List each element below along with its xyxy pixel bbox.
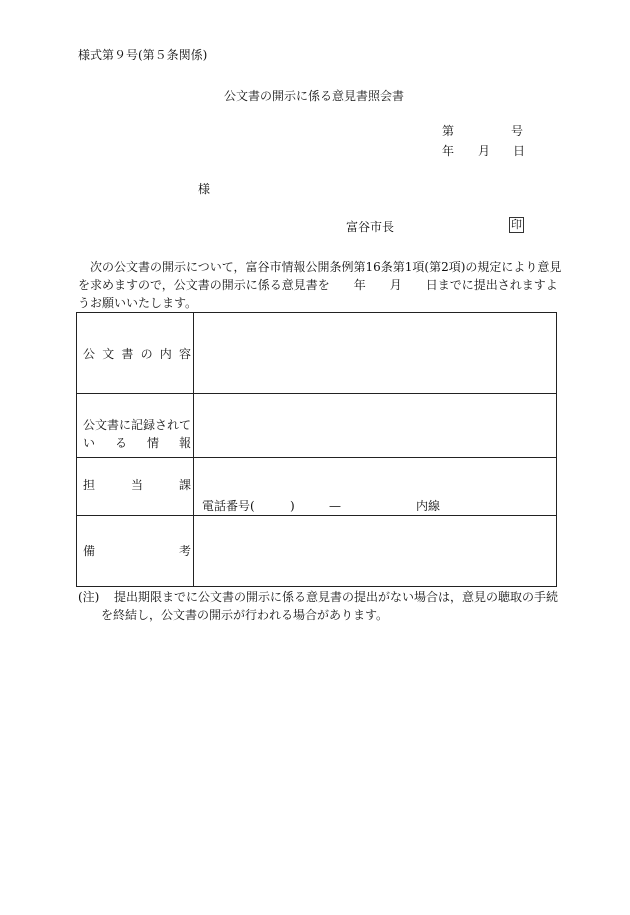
document-title: 公文書の開示に係る意見書照会書 xyxy=(224,89,405,103)
table-row-remarks xyxy=(77,516,556,587)
label-cell xyxy=(77,313,194,393)
table-row-recorded-information xyxy=(77,394,556,458)
addressee-honorific: 様 xyxy=(198,182,211,196)
body-text-line-2: を求めますので，公文書の開示に係る意見書を 年 月 日までに提出されますよ xyxy=(78,278,558,292)
label-cell xyxy=(77,516,194,587)
body-text-line-1: 次の公文書の開示について，富谷市情報公開条例第16条第1項(第2項)の規定により意見 xyxy=(90,260,562,274)
remarks-label: 備 考 xyxy=(83,544,191,558)
label-cell xyxy=(77,458,194,515)
phone-dash: — xyxy=(329,499,341,513)
date-day-label: 日 xyxy=(513,144,526,158)
phone-number-label: 電話番号( xyxy=(202,499,255,513)
note-text-line-2: を終結し，公文書の開示が行われる場合があります。 xyxy=(101,608,389,622)
document-content-label: 公 文 書 の 内 容 xyxy=(83,347,191,361)
table-row-document-content xyxy=(77,313,556,394)
recorded-info-label-line-2: い る 情 報 xyxy=(83,436,191,450)
date-year-label: 年 xyxy=(442,144,455,158)
date-month-label: 月 xyxy=(478,144,491,158)
reference-number-prefix: 第 xyxy=(442,124,455,138)
label-cell xyxy=(77,394,194,457)
phone-extension-label: 内線 xyxy=(416,499,441,513)
table-row-department xyxy=(77,458,556,516)
recorded-info-label-line-1: 公文書に記録されて xyxy=(83,418,192,432)
phone-close-paren: ) xyxy=(290,499,295,513)
information-table xyxy=(76,312,557,587)
form-number: 様式第９号(第５条関係) xyxy=(78,48,208,62)
body-text-line-3: うお願いいたします。 xyxy=(78,296,198,310)
department-label: 担 当 課 xyxy=(83,478,191,492)
seal-mark: 印 xyxy=(511,218,522,231)
sender-name: 富谷市長 xyxy=(346,220,395,234)
reference-number-suffix: 号 xyxy=(511,124,524,138)
note-marker: (注) xyxy=(78,590,100,604)
note-text-line-1: 提出期限までに公文書の開示に係る意見書の提出がない場合は，意見の聴取の手続 xyxy=(114,590,559,604)
